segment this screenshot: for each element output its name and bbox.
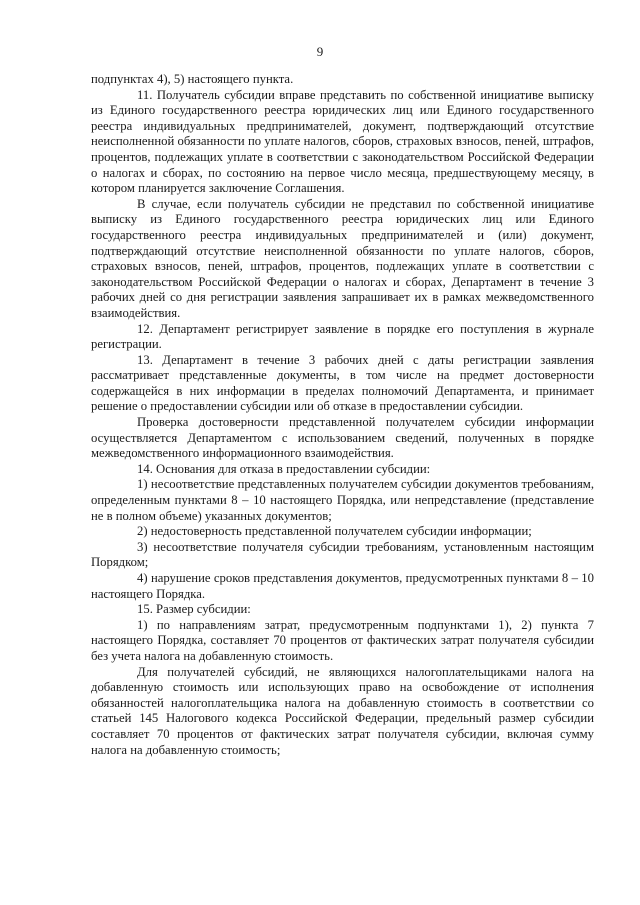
paragraph-item-13-verification: Проверка достоверности представленной получателем субсидии информации осуществляется Департаментом с использованием сведений, полученных в порядке межведомственного информационного взаимодействия. xyxy=(91,415,594,461)
paragraph-item-15-vat-exempt: Для получателей субсидий, не являющихся налогоплательщиками налога на добавленную стоимость или использующих право на освобождение от исполнения обязанностей налогоплательщика налога на добавленную стоимость в соответствии со статьей 145 Налогового кодекса Российской Федерации, предельный размер субсидии составляет 70 процентов от фактических затрат получателя субсидии, включая сумму налога на добавленную стоимость; xyxy=(91,664,594,757)
page-number: 9 xyxy=(316,44,324,59)
paragraph-item-11: 11. Получатель субсидии вправе представить по собственной инициативе выписку из Единого государственного реестра юридических лиц или Единого государственного реестра индивидуальных предпринимателей, документ, подтверждающий отсутствие неисполненной обязанности по уплате налогов, сборов, страховых взносов, пеней, штрафов, процентов, подлежащих уплате в соответствии с законодательством Российской Федерации о налогах и сборах, по состоянию на первое число месяца, предшествующему месяцу, в котором планируется заключение Соглашения. xyxy=(91,87,594,196)
document-body xyxy=(91,72,594,758)
paragraph-item-11-case: В случае, если получатель субсидии не представил по собственной инициативе выписку из Единого государственного реестра юридических лиц или Единого государственного реестра индивидуальных предпринимателей и (или) документ, подтверждающий отсутствие неисполненной обязанности по уплате налогов, сборов, страховых взносов, пеней, штрафов, процентов, подлежащих уплате в соответствии с законодательством Российской Федерации о налогах и сборах, Департамент в течение 3 рабочих дней со дня регистрации заявления запрашивает их в рамках межведомственного взаимодействия. xyxy=(91,196,594,320)
paragraph-item-14-sub-3: 3) несоответствие получателя субсидии требованиям, установленным настоящим Порядком; xyxy=(91,539,594,570)
paragraph-continuation: подпунктах 4), 5) настоящего пункта. xyxy=(91,72,294,86)
paragraph-item-14-heading: 14. Основания для отказа в предоставлении субсидии: xyxy=(137,461,431,476)
paragraph-item-14-sub-1: 1) несоответствие представленных получателем субсидии документов требованиям, определенным пунктами 8 – 10 настоящего Порядка, или непредставление (представление не в полном объеме) указанных документов; xyxy=(91,477,594,523)
paragraph-item-12: 12. Департамент регистрирует заявление в порядке его поступления в журнале регистрации. xyxy=(91,321,594,352)
paragraph-item-13: 13. Департамент в течение 3 рабочих дней с даты регистрации заявления рассматривает представленные документы, в том числе на предмет достоверности содержащейся в них информации в пределах полномочий Департамента, и принимает решение о предоставлении субсидии или об отказе в предоставлении субсидии. xyxy=(91,352,594,414)
paragraph-item-14-sub-4: 4) нарушение сроков представления документов, предусмотренных пунктами 8 – 10 настоящего Порядка. xyxy=(91,571,594,601)
paragraph-item-14-sub-2: 2) недостоверность представленной получателем субсидии информации; xyxy=(137,524,532,539)
paragraph-item-15-sub-1: 1) по направлениям затрат, предусмотренным подпунктами 1), 2) пункта 7 настоящего Порядка, составляет 70 процентов от фактических затрат получателя субсидии без учета налога на добавленную стоимость. xyxy=(91,617,594,663)
paragraph-item-15-heading: 15. Размер субсидии: xyxy=(137,602,251,617)
